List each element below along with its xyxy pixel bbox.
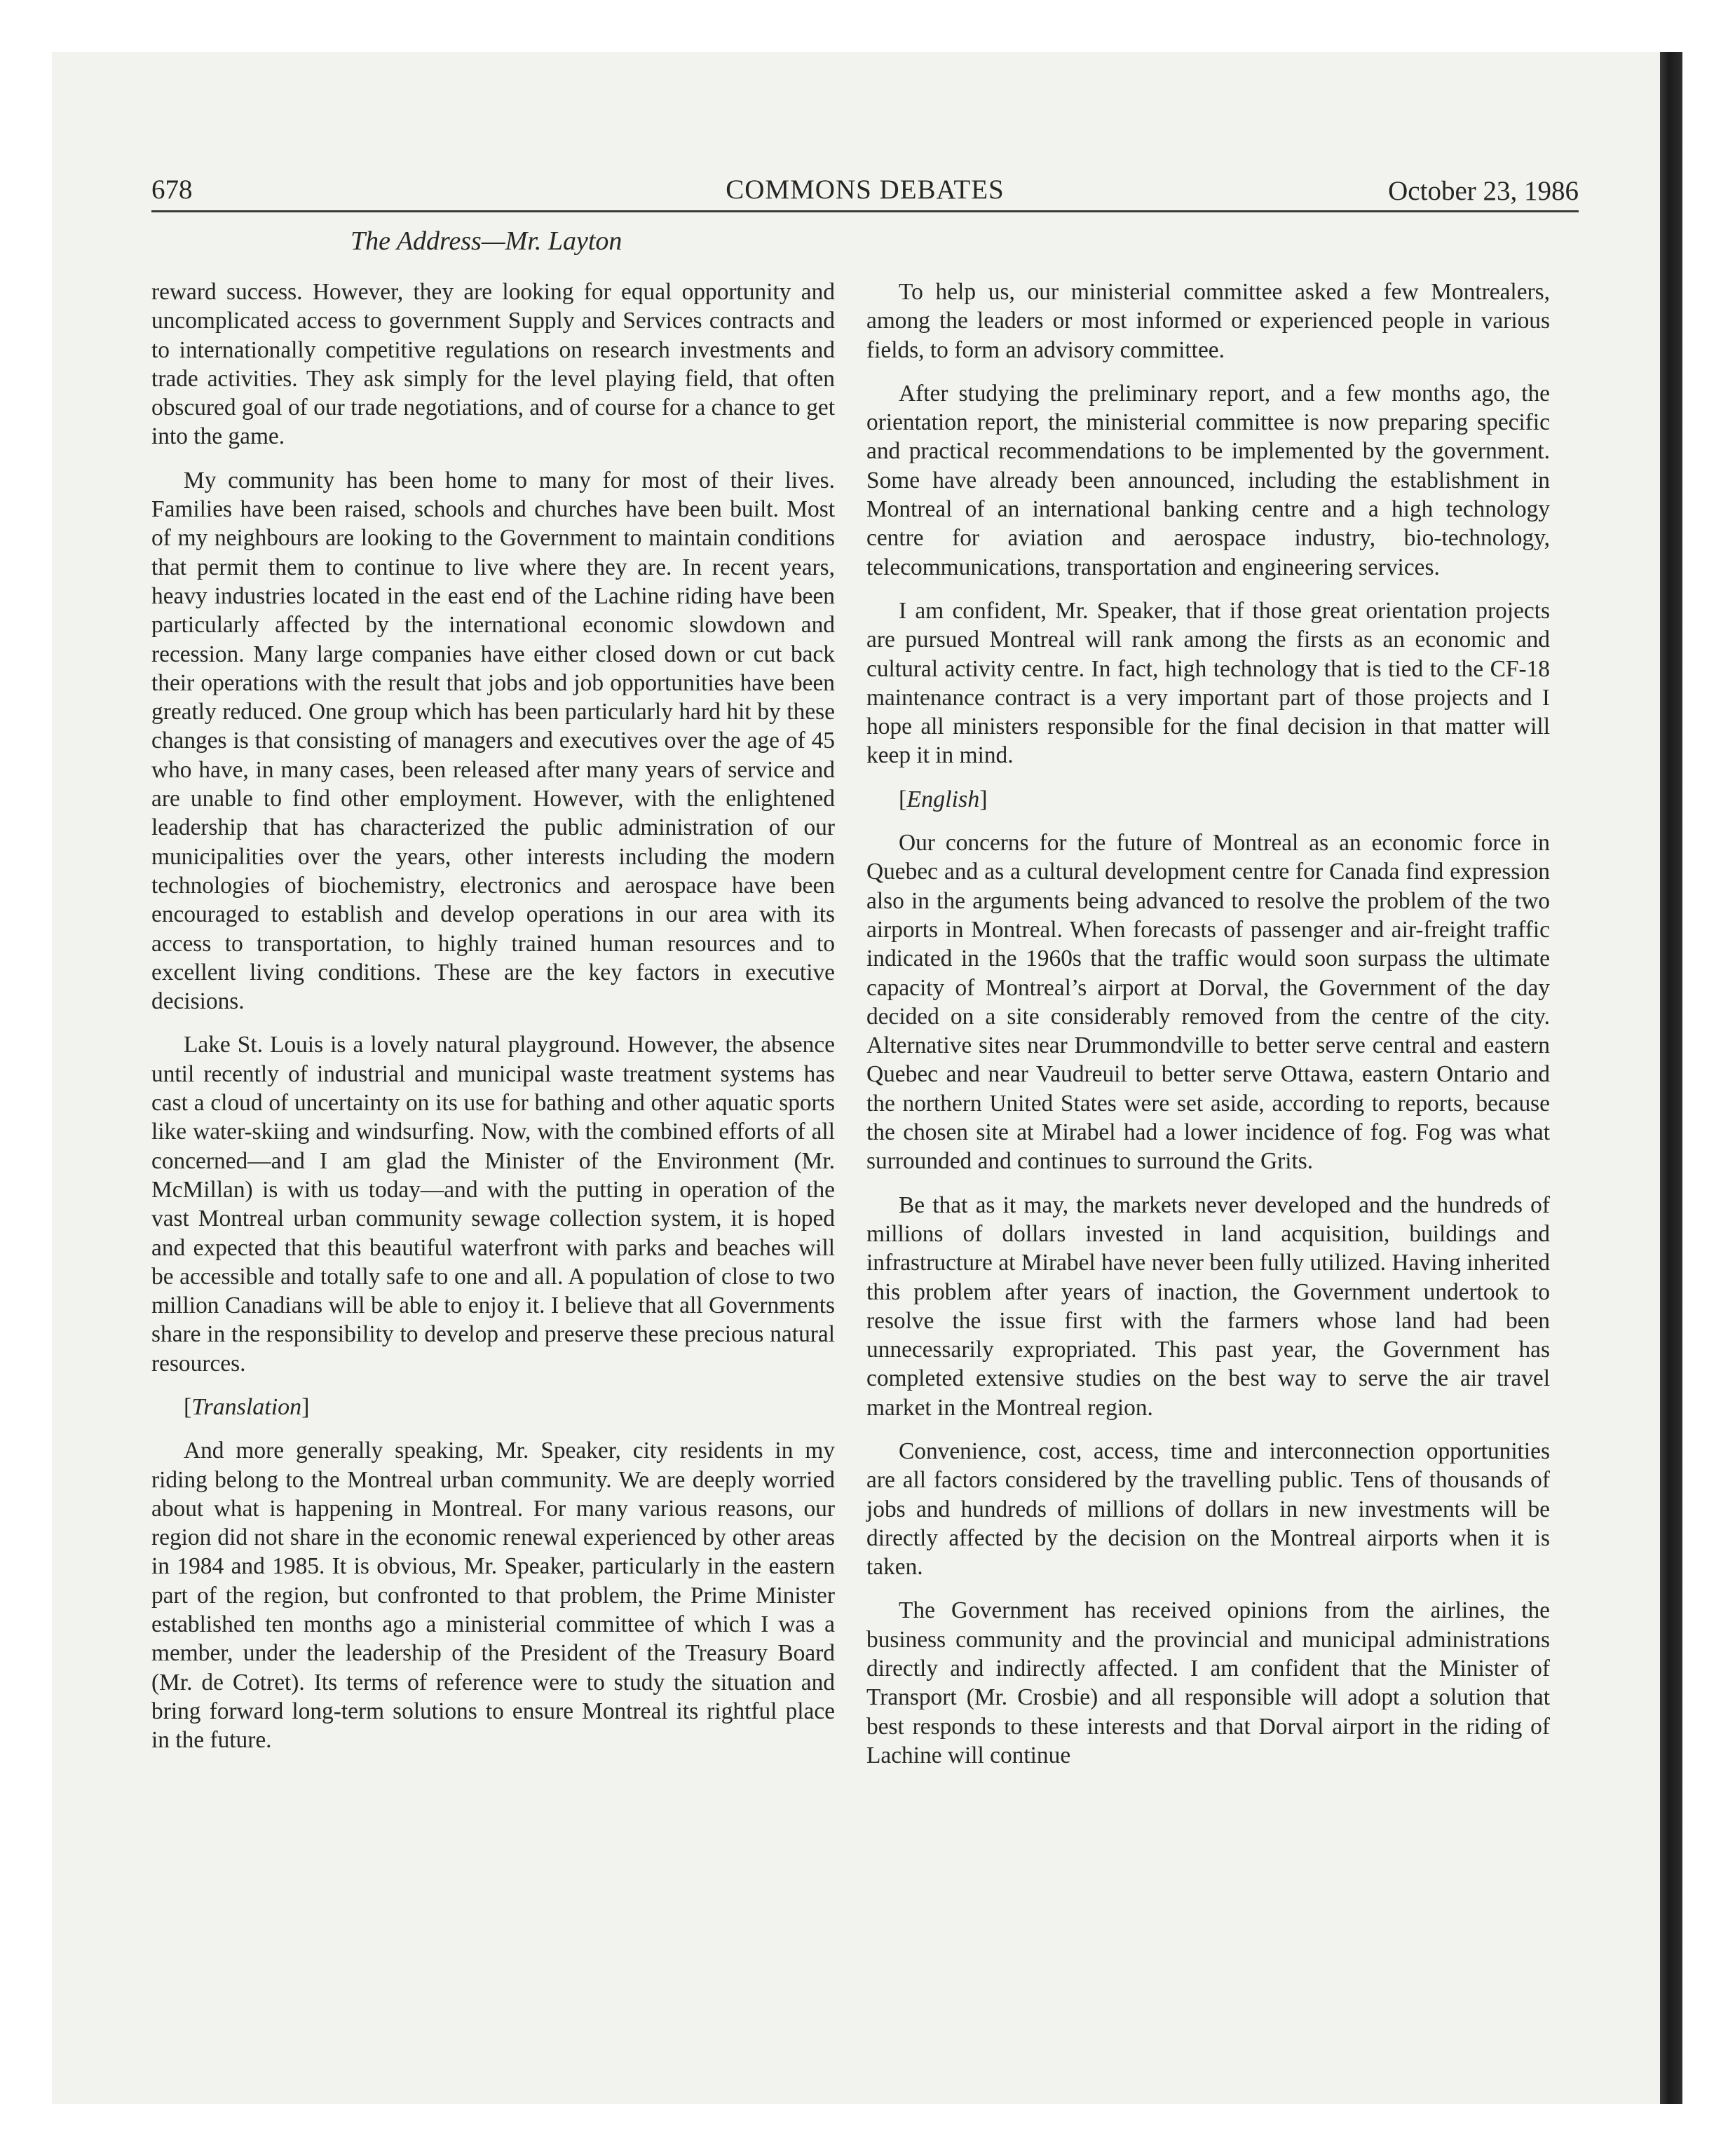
language-tag-label: Translation [191, 1393, 302, 1420]
paragraph: Convenience, cost, access, time and interconnection opportunities are all factors considered by the travelling public. Tens of thousands of jobs and hundreds of millions of dollars in new investments will be directly affected by the decision on the Montreal airports when it is taken. [866, 1438, 1550, 1581]
paragraph: Be that as it may, the markets never developed and the hundreds of millions of dollars invested in land acquisition, buildings and infrastructure at Mirabel have never been fully utilized. Having inherited this problem after years of inaction, the Government undertook to resolve the issue first with the farmers whose land had been unnecessarily expropriated. This past year, the Government has completed extensive studies on the best way to serve the air travel market in the Montreal region. [866, 1192, 1550, 1421]
paragraph: And more generally speaking, Mr. Speaker, city residents in my riding belong to the Montreal urban community. We are deeply worried about what is happening in Montreal. For many various reasons, our region did not share in the economic renewal experienced by other areas in 1984 and 1985. It is obvious, Mr. Speaker, particularly in the eastern part of the region, but confronted to that problem, the Prime Minister established ten months ago a ministerial committee of which I was a member, under the leadership of the President of the Treasury Board (Mr. de Cotret). Its terms of reference were to study the situation and bring forward long-term solutions to ensure Montreal its rightful place in the future. [151, 1438, 835, 1754]
paragraph: To help us, our ministerial committee asked a few Montrealers, among the leaders or most informed or experienced people in various fields, to form an advisory committee. [866, 279, 1550, 363]
paragraph: My community has been home to many for most of their lives. Families have been raised, schools and churches have been built. Most of my neighbours are looking to the Government to maintain conditions that permit them to continue to live where they are. In recent years, heavy industries located in the east end of the Lachine riding have been particularly affected by the international economic slowdown and recession. Many large companies have either closed down or cut back their operations with the result that jobs and job opportunities have been greatly reduced. One group which has been particularly hard hit by these changes is that consisting of managers and executives over the age of 45 who have, in many cases, been released after many years of service and are unable to find other employment. However, with the enlightened leadership that has characterized the public administration of our municipalities over the years, other interests including the modern technologies of biochemistry, electronics and aerospace have been encouraged to establish and develop operations in our area with its access to transportation, to highly trained human resources and to excellent living conditions. These are the key factors in executive decisions. [151, 467, 835, 1015]
paragraph: Our concerns for the future of Montreal as an economic force in Quebec and as a cultural development centre for Canada find expression also in the arguments being advanced to resolve the problem of the two airports in Montreal. When forecasts of passenger and air-freight traffic indicated in the 1960s that the traffic would soon surpass the ultimate capacity of Montreal’s airport at Dorval, the Government of the day decided on a site considerably removed from the centre of the city. Alternative sites near Drummondville to better serve central and eastern Quebec and near Vaudreuil to better serve Ottawa, eastern Ontario and the northern United States were set aside, according to reports, because the chosen site at Mirabel had a lower incidence of fog. Fog was what surrounded and continues to surround the Grits. [866, 830, 1550, 1175]
paragraph: I am confident, Mr. Speaker, that if those great orientation projects are pursued Montreal will rank among the firsts as an economic and cultural activity centre. In fact, high technology that is tied to the CF-18 maintenance contract is a very important part of those projects and I hope all ministers responsible for the final decision in that matter will keep it in mind. [866, 597, 1550, 769]
issue-date: October 23, 1986 [1388, 176, 1579, 206]
right-column [866, 278, 1550, 1785]
left-column [151, 278, 835, 1770]
paragraph: The Government has received opinions from the airlines, the business community and the provincial and municipal administrations directly and indirectly affected. I am confident that the Minister of Transport (Mr. Crosbie) and all responsible will adopt a solution that best responds to these interests and that Dorval airport in the riding of Lachine will continue [866, 1597, 1550, 1768]
language-tag-translation: [Translation] [184, 1393, 310, 1420]
paragraph: Lake St. Louis is a lovely natural playground. However, the absence until recently of industrial and municipal waste treatment systems has cast a cloud of uncertainty on its use for bathing and other aquatic sports like water-skiing and windsurfing. Now, with the combined efforts of all concerned—and I am glad the Minister of the Environment (Mr. McMillan) is with us today—and with the putting in operation of the vast Montreal urban community sewage collection system, it is hoped and expected that this beautiful waterfront with parks and beaches will be accessible and totally safe to one and all. A population of close to two million Canadians will be able to enjoy it. I believe that all Governments share in the responsibility to develop and preserve these precious natural resources. [151, 1032, 835, 1377]
paragraph: reward success. However, they are looking for equal opportunity and uncomplicated access to government Supply and Services contracts and to internationally competitive regulations on research investments and trade activities. They ask simply for the level playing field, that often obscured goal of our trade negotiations, and of course for a chance to get into the game. [151, 279, 835, 450]
language-tag-label: English [906, 786, 980, 812]
header-rule [151, 210, 1579, 212]
journal-title: COMMONS DEBATES [726, 175, 1005, 205]
paragraph: After studying the preliminary report, and a few months ago, the orientation report, the ministerial committee is now preparing specific and practical recommendations to be implemented by the government. Some have already been announced, including the establishment in Montreal of an international banking centre and a high technology centre for aviation and aerospace industry, bio-technology, telecommunications, transportation and engineering services. [866, 380, 1550, 580]
page-header [151, 174, 1579, 216]
binding-edge [1660, 52, 1682, 2104]
running-head: The Address—Mr. Layton [351, 226, 622, 256]
page-number: 678 [151, 175, 193, 205]
language-tag-english: [English] [899, 786, 988, 812]
